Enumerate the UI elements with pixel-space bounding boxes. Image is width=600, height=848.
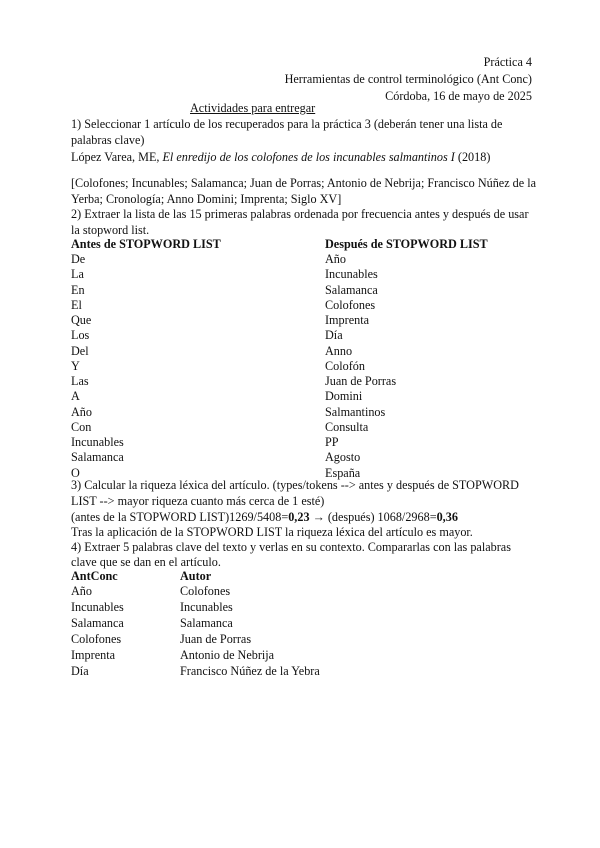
lexical-richness-calc	[71, 510, 458, 525]
antconc-keyword-3: Salamanca	[71, 616, 124, 630]
header-tools: Herramientas de control terminológico (Ant Conc)	[284, 72, 532, 86]
keywords-line2: Yerba; Cronología; Anno Domini; Imprenta; Siglo XV]	[71, 192, 342, 206]
after-word-7: Anno	[325, 344, 353, 358]
before-word-11: Año	[71, 405, 92, 419]
calc-after: → (después) 1068/2968=	[309, 510, 437, 524]
before-word-13: Incunables	[71, 435, 124, 449]
antconc-keyword-1: Año	[71, 584, 92, 598]
citation-year: (2018)	[454, 150, 491, 164]
autor-header: Autor	[180, 569, 212, 583]
before-word-6: Los	[71, 328, 90, 342]
after-word-10: Domini	[325, 389, 363, 403]
after-word-15: España	[325, 466, 361, 480]
calc-before: (antes de la STOPWORD LIST)1269/5408=	[71, 510, 289, 524]
before-word-12: Con	[71, 420, 92, 434]
antconc-keyword-4: Colofones	[71, 632, 122, 646]
header-practice: Práctica 4	[483, 55, 532, 69]
before-word-5: Que	[71, 313, 92, 327]
citation-title: El enredijo de los colofones de los incunables salmantinos I	[162, 150, 455, 164]
citation	[71, 150, 490, 165]
before-word-14: Salamanca	[71, 450, 124, 464]
q1-line2: palabras clave)	[71, 133, 145, 147]
autor-keyword-1: Colofones	[180, 584, 231, 598]
before-word-7: Del	[71, 344, 89, 358]
after-word-13: PP	[325, 435, 339, 449]
q4-line1: 4) Extraer 5 palabras clave del texto y verlas en su contexto. Compararlas con las palabras	[71, 540, 511, 554]
q3-conclusion: Tras la aplicación de la STOPWORD LIST la riqueza léxica del artículo es mayor.	[71, 525, 473, 539]
after-word-1: Año	[325, 252, 346, 266]
antconc-keyword-6: Día	[71, 664, 89, 678]
after-word-4: Colofones	[325, 298, 376, 312]
after-word-2: Incunables	[325, 267, 378, 281]
autor-keyword-6: Francisco Núñez de la Yebra	[180, 664, 320, 678]
after-stopword-header: Después de STOPWORD LIST	[325, 237, 488, 251]
antconc-keyword-5: Imprenta	[71, 648, 115, 662]
autor-keyword-2: Incunables	[180, 600, 233, 614]
after-word-9: Juan de Porras	[325, 374, 397, 388]
autor-keyword-3: Salamanca	[180, 616, 233, 630]
after-word-14: Agosto	[325, 450, 361, 464]
before-word-15: O	[71, 466, 80, 480]
calc-before-result: 0,23	[288, 510, 310, 524]
after-word-12: Consulta	[325, 420, 369, 434]
q4-line2: clave que se dan en el artículo.	[71, 555, 221, 569]
after-word-11: Salmantinos	[325, 405, 386, 419]
after-word-6: Día	[325, 328, 343, 342]
q2-line2: la stopword list.	[71, 223, 150, 237]
before-word-8: Y	[71, 359, 80, 373]
antconc-keyword-2: Incunables	[71, 600, 124, 614]
before-word-3: En	[71, 283, 85, 297]
autor-keyword-5: Antonio de Nebrija	[180, 648, 275, 662]
before-word-10: A	[71, 389, 80, 403]
antconc-header: AntConc	[71, 569, 118, 583]
keywords-line1: [Colofones; Incunables; Salamanca; Juan de Porras; Antonio de Nebrija; Francisco Núñez de la	[71, 176, 537, 190]
q1-line1: 1) Seleccionar 1 artículo de los recuperados para la práctica 3 (deberán tener una lista de	[71, 117, 503, 131]
header-place-date: Córdoba, 16 de mayo de 2025	[385, 89, 532, 103]
before-word-4: El	[71, 298, 82, 312]
activities-title: Actividades para entregar	[190, 101, 316, 115]
after-word-5: Imprenta	[325, 313, 369, 327]
after-word-8: Colofón	[325, 359, 365, 373]
q3-line2: LIST --> mayor riqueza cuanto más cerca de 1 esté)	[71, 494, 325, 508]
q2-line1: 2) Extraer la lista de las 15 primeras palabras ordenada por frecuencia antes y después de usar	[71, 207, 529, 221]
autor-keyword-4: Juan de Porras	[180, 632, 252, 646]
calc-after-result: 0,36	[436, 510, 458, 524]
citation-author: López Varea, ME,	[71, 150, 163, 164]
q3-line1: 3) Calcular la riqueza léxica del artículo. (types/tokens --> antes y después de STOPWORD	[71, 478, 519, 492]
after-word-3: Salamanca	[325, 283, 378, 297]
before-word-1: De	[71, 252, 86, 266]
before-word-9: Las	[71, 374, 89, 388]
before-word-2: La	[71, 267, 84, 281]
before-stopword-header: Antes de STOPWORD LIST	[71, 237, 221, 251]
